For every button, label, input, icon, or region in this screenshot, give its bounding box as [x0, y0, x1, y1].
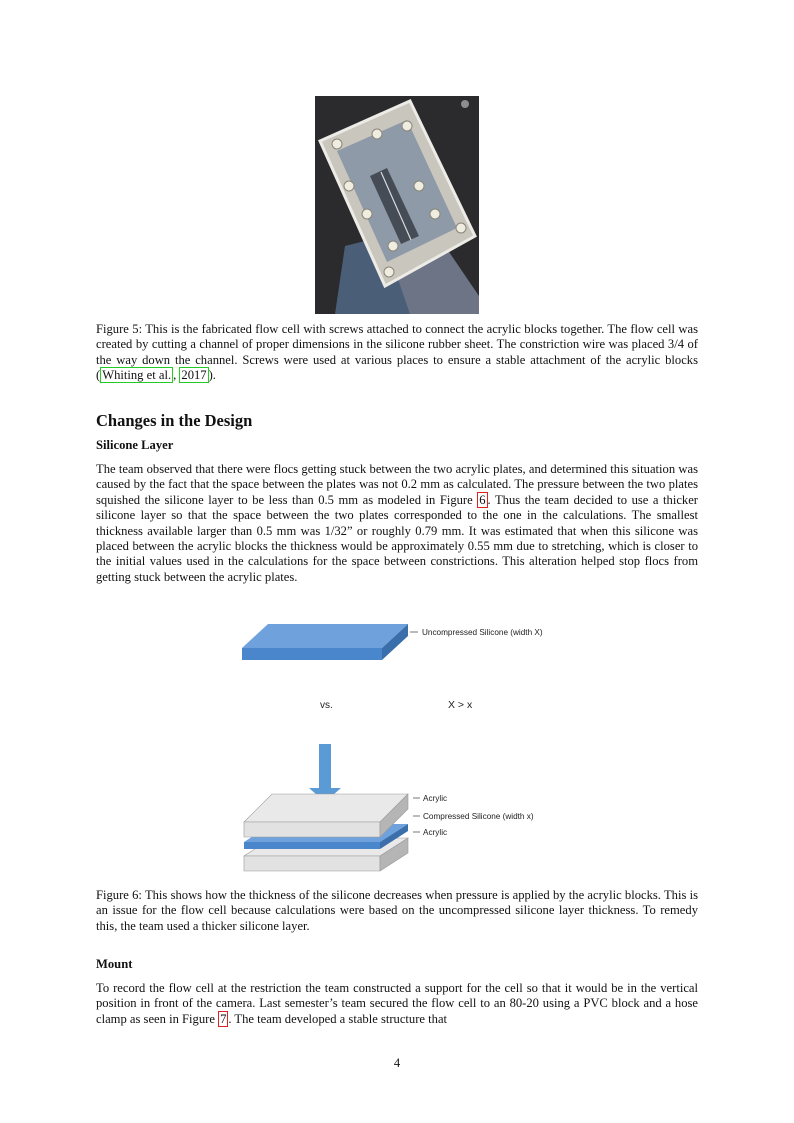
- paragraph-text: The team observed that there were flocs getting stuck between the two acrylic plates, and determined this situation was caused by the fact that the space between the plates was not 0.2 mm as calculated. The pressure between the two plates squished the silicone layer to be less than 0.5 mm as modeled in Figure: [96, 462, 698, 507]
- citation-link-author[interactable]: Whiting et al.: [102, 368, 172, 383]
- label-compressed: Compressed Silicone (width x): [423, 812, 534, 821]
- uncompressed-silicone-front: [242, 648, 382, 660]
- figure-6-link[interactable]: 6: [479, 492, 486, 507]
- label-acrylic-top: Acrylic: [423, 794, 448, 803]
- figure-6-caption: Figure 6: This shows how the thickness of the silicone decreases when pressure is applied by the acrylic blocks. This is an issue for the flow cell because calculations were based on the uncompressed silicone layer thickness. To remedy this, the team used a thicker silicone layer.: [96, 888, 698, 933]
- flow-cell-photo: [315, 96, 479, 314]
- acrylic-bottom-front: [244, 856, 380, 871]
- label-uncompressed: Uncompressed Silicone (width X): [422, 628, 543, 637]
- paragraph-text-end: . The team developed a stable structure that: [228, 1011, 448, 1026]
- silicone-compression-diagram: [230, 612, 560, 882]
- acrylic-top-front: [244, 822, 380, 837]
- figure-7-link[interactable]: 7: [220, 1011, 227, 1026]
- mount-paragraph: [96, 981, 698, 1027]
- label-comparison: X > x: [448, 699, 473, 711]
- citation-link-year[interactable]: 2017: [181, 368, 207, 383]
- label-vs: vs.: [320, 700, 333, 711]
- uncompressed-silicone-top: [242, 624, 408, 648]
- section-title: Changes in the Design: [96, 411, 253, 430]
- label-acrylic-bottom: Acrylic: [423, 828, 448, 837]
- acrylic-top-top: [244, 794, 408, 822]
- silicone-paragraph: [96, 462, 698, 585]
- caption-text-end: ).: [208, 368, 216, 383]
- caption-text: Figure 5: This is the fabricated flow cell with screws attached to connect the acrylic blocks together. The flow cell was created by cutting a channel of proper dimensions in the silicone rubber sheet. The constriction wire was placed 3/4 of the way down the channel. Screws were used at various places to ensure a stable attachment of the acrylic blocks (: [96, 322, 698, 383]
- subsection-title-mount: Mount: [96, 957, 133, 971]
- compressed-silicone-front: [244, 842, 380, 849]
- paragraph-text-end: . Thus the team decided to use a thicker silicone layer so that the space between the two plates corresponded to the one in the calculations. The smallest thickness available larger than 0.5 mm was 1/32” or roughly 0.79 mm. It was estimated that when this silicone was placed between the acrylic blocks the thickness would be approximately 0.55 mm due to stretching, which is closer to the initial values used in the calculations for the space between constrictions. This alteration helped stop flocs from getting stuck between the acrylic plates.: [96, 492, 698, 584]
- figure-5-caption: Figure 5: This is the fabricated flow cell with screws attached to connect the acrylic blocks together. The flow cell was created by cutting a channel of proper dimensions in the silicone rubber sheet. The constriction wire was placed 3/4 of the way down the channel. Screws were used at various places to ensure a stable attachment of the acrylic blocks ( Whiting et al. , 2017 ).: [96, 322, 698, 383]
- page-number: 4: [393, 1056, 401, 1070]
- pressure-arrow: [309, 744, 341, 802]
- subsection-title-silicone: Silicone Layer: [96, 438, 174, 452]
- paragraph-text: To record the flow cell at the restriction the team constructed a support for the cell so that it would be in the vertical position in front of the camera. Last semester’s team secured the flow cell to an 80-20 using a PVC block and a hose clamp as seen in Figure: [96, 981, 698, 1026]
